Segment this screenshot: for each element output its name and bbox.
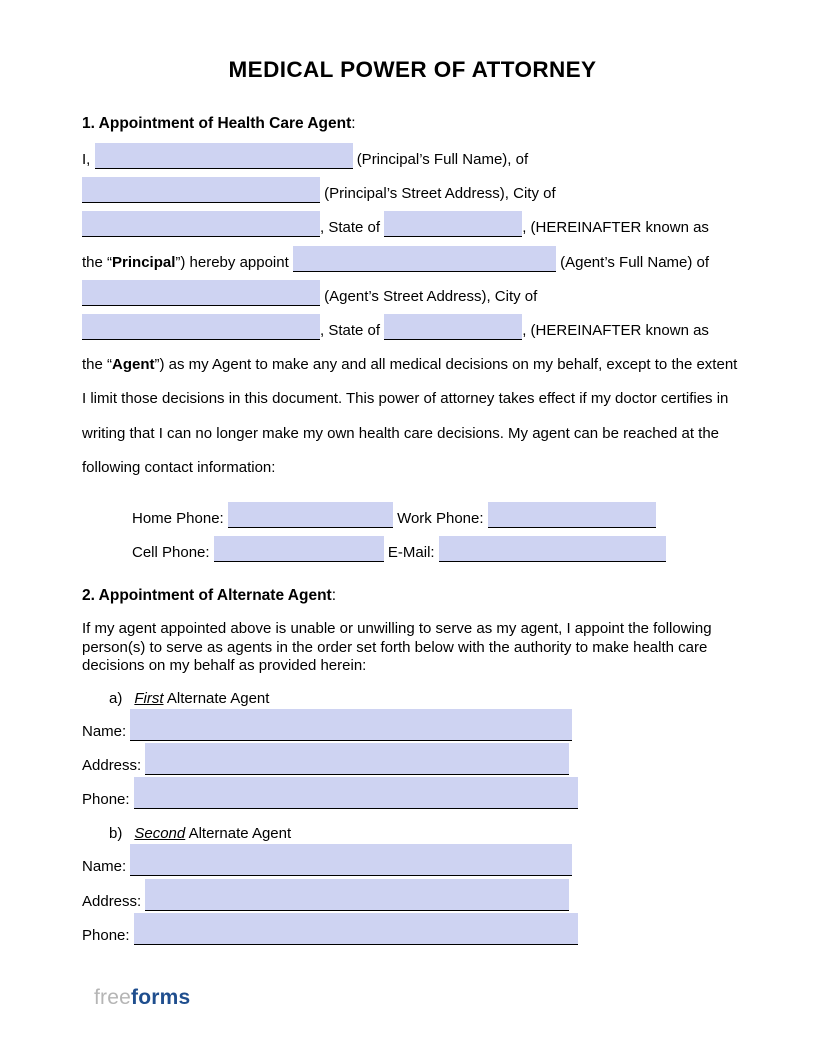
first-alternate-agent-header: [82, 689, 743, 709]
section2-heading-colon: :: [331, 587, 337, 605]
text-run: , (HEREINAFTER known as: [522, 219, 709, 237]
agent-full-name-field[interactable]: [293, 246, 556, 272]
work-phone-label: Work Phone:: [397, 509, 484, 527]
phone-label: Phone:: [82, 926, 130, 944]
s1-line-10: following contact information:: [82, 458, 276, 476]
cell-phone-label: Cell Phone:: [132, 544, 210, 562]
agent-city-field[interactable]: [82, 314, 320, 340]
s1-line-5: [82, 280, 743, 314]
s1-line-3: [82, 211, 743, 245]
second-alt-name-row: [82, 844, 743, 878]
text-run: , (HEREINAFTER known as: [522, 321, 709, 339]
s1-line-7: [82, 348, 743, 382]
principal-full-name-field[interactable]: [95, 143, 353, 169]
section2-heading: [82, 586, 743, 606]
section1-heading-colon: :: [351, 115, 356, 132]
cell-phone-field[interactable]: [214, 536, 384, 562]
s1-line-9: writing that I can no longer make my own health care decisions. My agent can be reached at the: [82, 424, 720, 442]
text-run: Alternate Agent: [166, 689, 270, 707]
text-run: (Agent’s Street Address), City of: [324, 287, 538, 305]
text-run: (Principal’s Street Address), City of: [324, 185, 556, 203]
text-run: , State of: [320, 219, 381, 237]
principal-state-field[interactable]: [384, 211, 522, 237]
text-run: , State of: [320, 321, 381, 339]
section1-heading-text: 1. Appointment of Health Care Agent: [82, 115, 352, 132]
s1-line-4: [82, 246, 743, 280]
section2-heading-text: 2. Appointment of Alternate Agent: [82, 587, 332, 605]
section1-heading: [82, 114, 743, 134]
home-phone-label: Home Phone:: [132, 509, 224, 527]
logo-forms-text: forms: [131, 986, 191, 1009]
s2-para-line-3: decisions on my behalf as provided herein:: [82, 657, 367, 675]
list-marker-b: b): [109, 825, 123, 843]
s1-line-8: I limit those decisions in this document. This power of attorney takes effect if my doctor certifies in: [82, 390, 729, 408]
principal-city-field[interactable]: [82, 211, 320, 237]
page-title: MEDICAL POWER OF ATTORNEY: [228, 57, 597, 82]
address-label: Address:: [82, 892, 142, 910]
second-alternate-name-field[interactable]: [130, 844, 572, 876]
first-ordinal: First: [134, 689, 164, 707]
home-phone-field[interactable]: [228, 502, 393, 528]
principal-term: Principal: [112, 253, 176, 271]
text-run: the “: [82, 356, 113, 374]
agent-term: Agent: [112, 356, 155, 374]
first-alternate-phone-field[interactable]: [134, 777, 578, 809]
name-label: Name:: [82, 722, 127, 740]
phone-label: Phone:: [82, 791, 130, 809]
contact-row-1: [82, 502, 743, 536]
second-alt-phone-row: [82, 913, 743, 947]
name-label: Name:: [82, 858, 127, 876]
s1-line-1: [82, 143, 743, 177]
text-run: ”) hereby appoint: [175, 253, 289, 271]
s2-para-line-1: If my agent appointed above is unable or unwilling to serve as my agent, I appoint the following: [82, 620, 712, 638]
s1-line-6: [82, 314, 743, 348]
s1-line-2: [82, 177, 743, 211]
work-phone-field[interactable]: [488, 502, 656, 528]
list-marker-a: a): [109, 689, 123, 707]
first-alt-phone-row: [82, 777, 743, 811]
logo-free-text: free: [94, 986, 131, 1009]
second-alternate-address-field[interactable]: [145, 879, 569, 911]
email-label: E-Mail:: [387, 544, 435, 562]
text-run: the “: [82, 253, 113, 271]
second-alternate-agent-header: [82, 824, 743, 844]
text-run: ”) as my Agent to make any and all medical decisions on my behalf, except to the extent: [154, 356, 738, 374]
address-label: Address:: [82, 756, 142, 774]
second-ordinal: Second: [134, 825, 186, 843]
freeforms-logo: [94, 986, 190, 1010]
agent-street-address-field[interactable]: [82, 280, 320, 306]
first-alt-name-row: [82, 709, 743, 743]
text-run: I,: [82, 151, 91, 168]
first-alternate-name-field[interactable]: [130, 709, 572, 741]
second-alternate-phone-field[interactable]: [134, 913, 578, 945]
principal-street-address-field[interactable]: [82, 177, 320, 203]
text-run: Alternate Agent: [188, 825, 292, 843]
first-alt-address-row: [82, 743, 743, 777]
text-run: (Principal’s Full Name), of: [356, 151, 529, 168]
section2-paragraph: [82, 620, 743, 676]
contact-row-2: [82, 536, 743, 570]
second-alt-address-row: [82, 879, 743, 913]
email-field[interactable]: [439, 536, 666, 562]
first-alternate-address-field[interactable]: [145, 743, 569, 775]
s2-para-line-2: person(s) to serve as agents in the order set forth below with the authority to make health care: [82, 638, 708, 656]
text-run: (Agent’s Full Name) of: [560, 253, 710, 271]
agent-state-field[interactable]: [384, 314, 522, 340]
